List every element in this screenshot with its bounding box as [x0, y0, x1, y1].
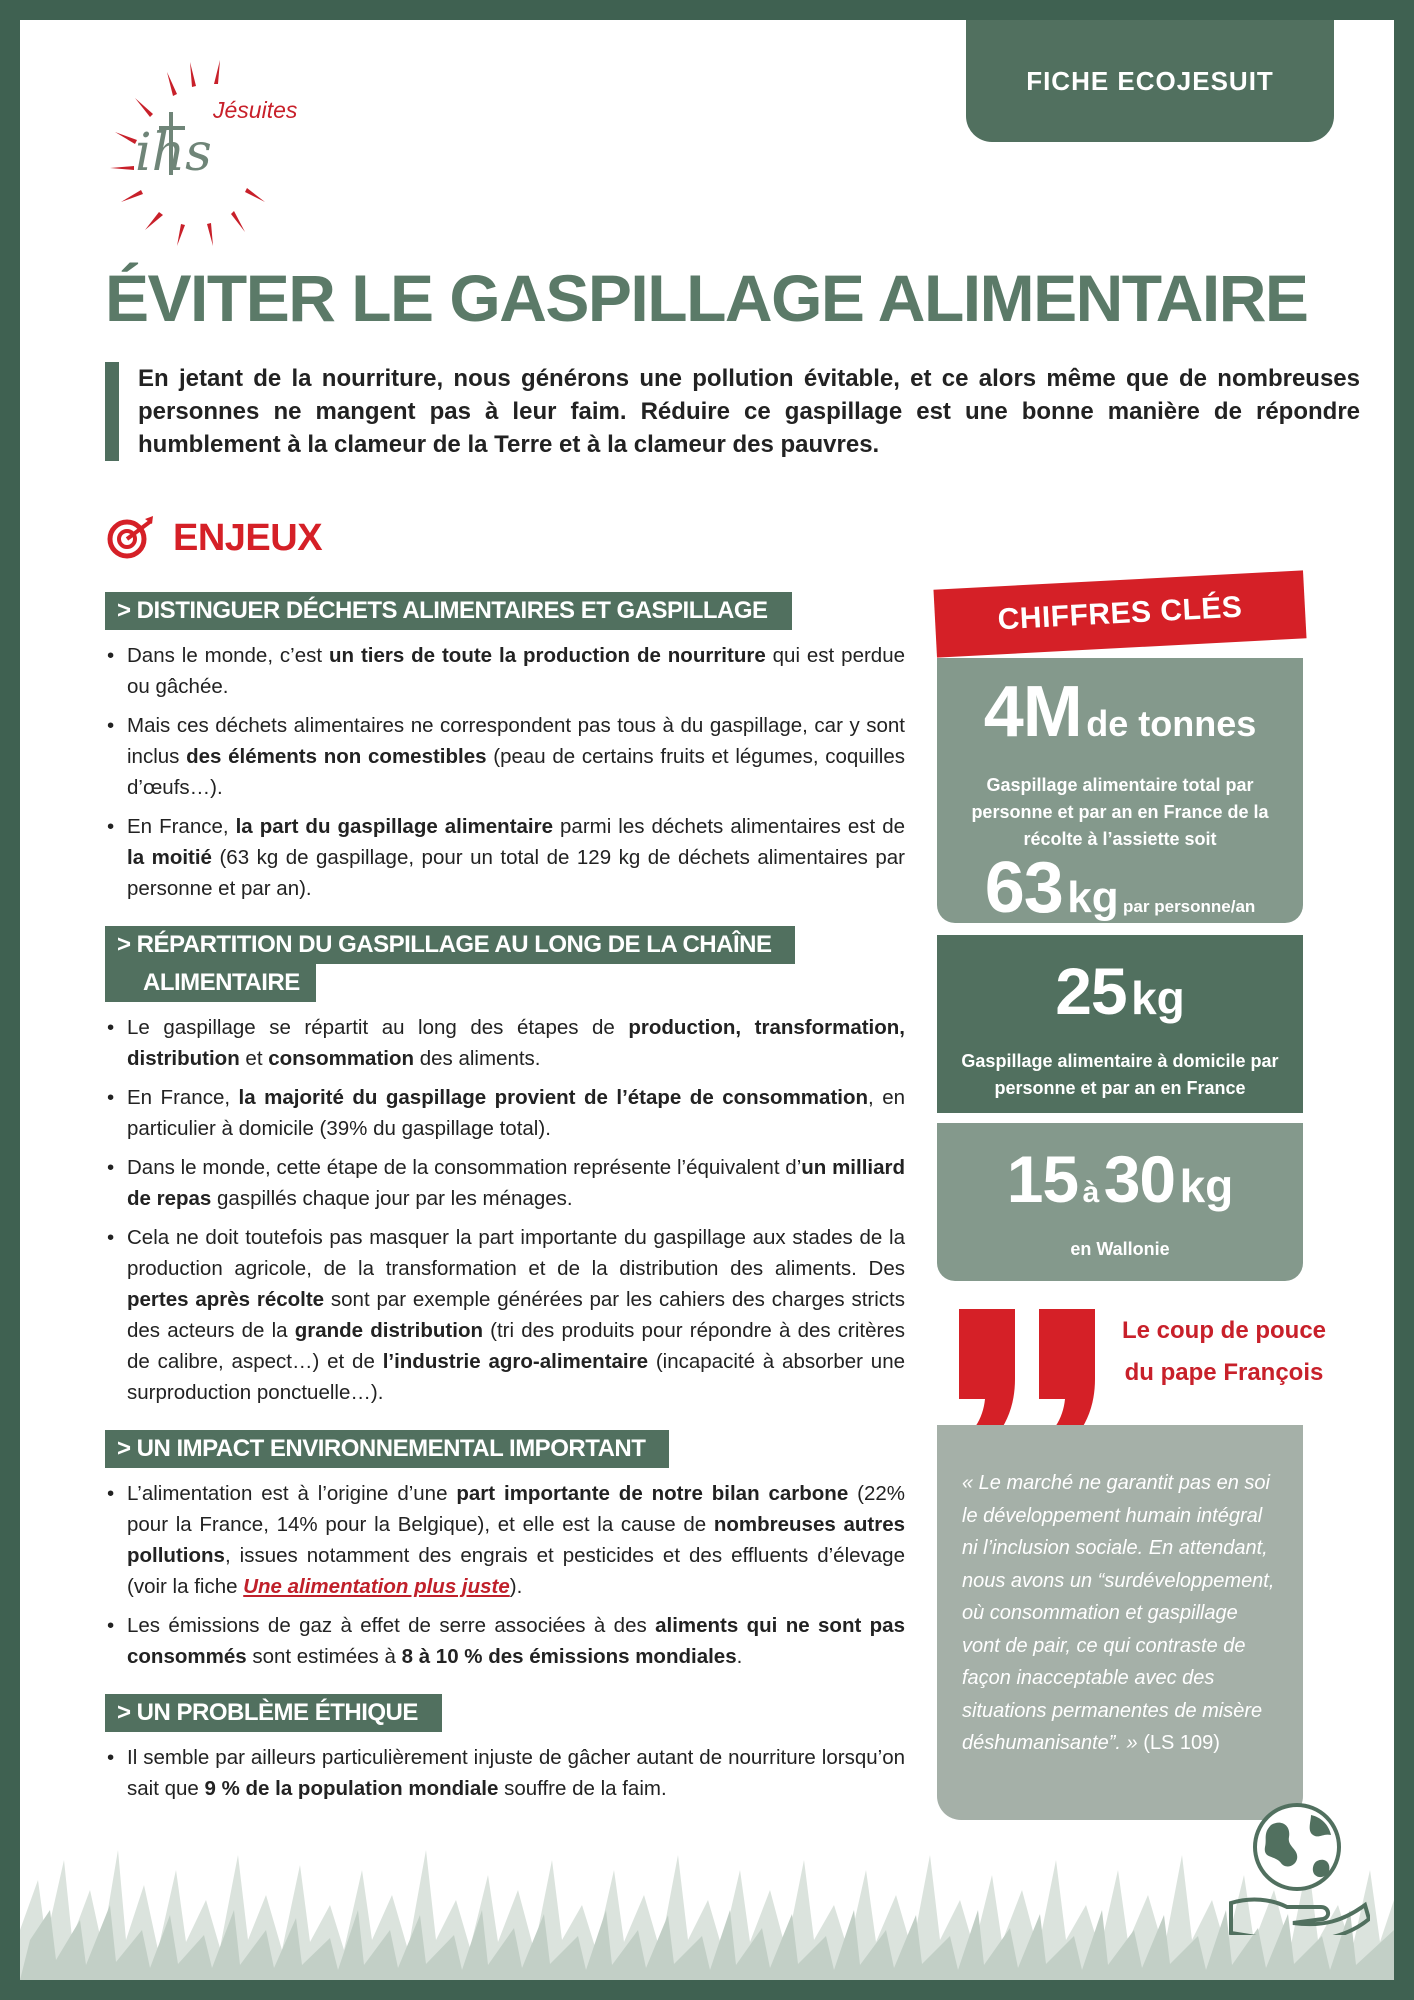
enjeux-label: ENJEUX [173, 516, 323, 559]
kf2-value: 25 [1055, 954, 1127, 1028]
kf1-unit2: kg [1067, 873, 1119, 922]
grass-decoration [20, 1810, 1394, 1980]
list-item: • Le gaspillage se répartit au long des étapes de production, transformation, distribution et consommation des aliments. [105, 1012, 905, 1074]
target-icon [105, 515, 157, 561]
quote-text: « Le marché ne garantit pas en soi le développement humain intégral ni l’inclusion sociale. En attendant, nous avons un “surdéveloppement, où consommation et gaspillage vont de pair, ce qui contraste de façon inacceptable avec des situations permanentes de misère déshumanisante”. » [962, 1472, 1275, 1754]
bullet-list-repartition [105, 1012, 905, 1408]
list-item: • Mais ces déchets alimentaires ne correspondent pas tous à du gaspillage, car y sont inclus des éléments non comestibles (peau de certains fruits et légumes, coquilles d’œufs…). [105, 710, 905, 803]
main-column [105, 592, 905, 1826]
kf1-value: 4M [983, 672, 1082, 752]
link-alimentation-juste[interactable]: Une alimentation plus juste [243, 1575, 510, 1598]
list-item: • L’alimentation est à l’origine d’une part importante de notre bilan carbone (22% pour la France, 14% pour la Belgique), et elle est la cause de nombreuses autres pollutions, issues notamment des engrais et pesticides et des effluents d’élevage (voir la fiche Une alimentation plus juste). [105, 1478, 905, 1602]
bullet-list-impact [105, 1478, 905, 1672]
kf1-desc: Gaspillage alimentaire total par personne et par an en France de la récolte à l’assiette soit [971, 775, 1269, 849]
list-item: • Les émissions de gaz à effet de serre associées à des aliments qui ne sont pas consommés sont estimées à 8 à 10 % des émissions mondiales. [105, 1610, 905, 1672]
jesuites-logo [95, 50, 325, 260]
hand-globe-icon [1225, 1795, 1370, 1935]
kf1-unit2-suffix: par personne/an [1123, 897, 1256, 916]
key-figure-wallonie [937, 1123, 1303, 1281]
kf1-value2: 63 [984, 848, 1063, 928]
section-heading-dechets: > DISTINGUER DÉCHETS ALIMENTAIRES ET GASPILLAGE [105, 592, 792, 630]
section-heading-ethique: > UN PROBLÈME ÉTHIQUE [105, 1694, 442, 1732]
kf3-unit: kg [1179, 1160, 1234, 1212]
quote-ref: (LS 109) [1143, 1732, 1220, 1754]
intro-text: En jetant de la nourriture, nous générons une pollution évitable, et ce alors même que de nombreuses personnes ne mangent pas à leur faim. Réduire ce gaspillage est une bonne manière de répondre humblement à la clameur de la Terre et à la clameur des pauvres. [105, 362, 1360, 461]
key-figure-domicile [937, 935, 1303, 1113]
section-heading-impact: > UN IMPACT ENVIRONNEMENTAL IMPORTANT [105, 1430, 669, 1468]
list-item: • Cela ne doit toutefois pas masquer la part importante du gaspillage aux stades de la production agricole, de la transformation et de la distribution des aliments. Des pertes après récolte sont par exemple générées par les cahiers des charges stricts des acteurs de la grande distribution (tri des produits pour répondre à des critères de calibre, aspect…) et de l’industrie agro-alimentaire (incapacité à absorber une surproduction ponctuelle…). [105, 1222, 905, 1408]
bullet-list-dechets [105, 640, 905, 904]
logo-monogram: ihs [135, 123, 212, 183]
list-item: • Dans le monde, c’est un tiers de toute la production de nourriture qui est perdue ou gâchée. [105, 640, 905, 702]
kf3-sep: à [1082, 1176, 1100, 1209]
list-item: • Il semble par ailleurs particulièrement injuste de gâcher autant de nourriture lorsqu’on sait que 9 % de la population mondiale souffre de la faim. [105, 1742, 905, 1804]
kf2-unit: kg [1131, 972, 1185, 1024]
kf1-unit: de tonnes [1086, 703, 1257, 744]
page-title: ÉVITER LE GASPILLAGE ALIMENTAIRE [105, 261, 1308, 335]
key-figures-banner: CHIFFRES CLÉS [933, 570, 1306, 657]
list-item: • En France, la majorité du gaspillage provient de l’étape de consommation, en particulier à domicile (39% du gaspillage total). [105, 1082, 905, 1144]
list-item: • Dans le monde, cette étape de la consommation représente l’équivalent d’un milliard de repas gaspillés chaque jour par les ménages. [105, 1152, 905, 1214]
page [20, 20, 1394, 1980]
key-figure-total [937, 658, 1303, 928]
kf3-desc: en Wallonie [1070, 1239, 1170, 1259]
fiche-tag: FICHE ECOJESUIT [966, 20, 1334, 142]
kf3-from: 15 [1006, 1142, 1079, 1216]
bullet-list-ethique [105, 1742, 905, 1804]
kf3-to: 30 [1103, 1142, 1176, 1216]
pope-quote [937, 1425, 1303, 1820]
section-heading-repartition: > RÉPARTITION DU GASPILLAGE AU LONG DE LA CHAÎNE ALIMENTAIRE [105, 926, 905, 1002]
kf2-desc: Gaspillage alimentaire à domicile par personne et par an en France [961, 1051, 1279, 1098]
list-item: • En France, la part du gaspillage alimentaire parmi les déchets alimentaires est de la moitié (63 kg de gaspillage, pour un total de 129 kg de déchets alimentaires par personne et par an). [105, 811, 905, 904]
quote-header: Le coup de pouce du pape François [1121, 1317, 1327, 1386]
logo-brand: Jésuites [213, 97, 298, 123]
enjeux-heading [105, 508, 322, 568]
